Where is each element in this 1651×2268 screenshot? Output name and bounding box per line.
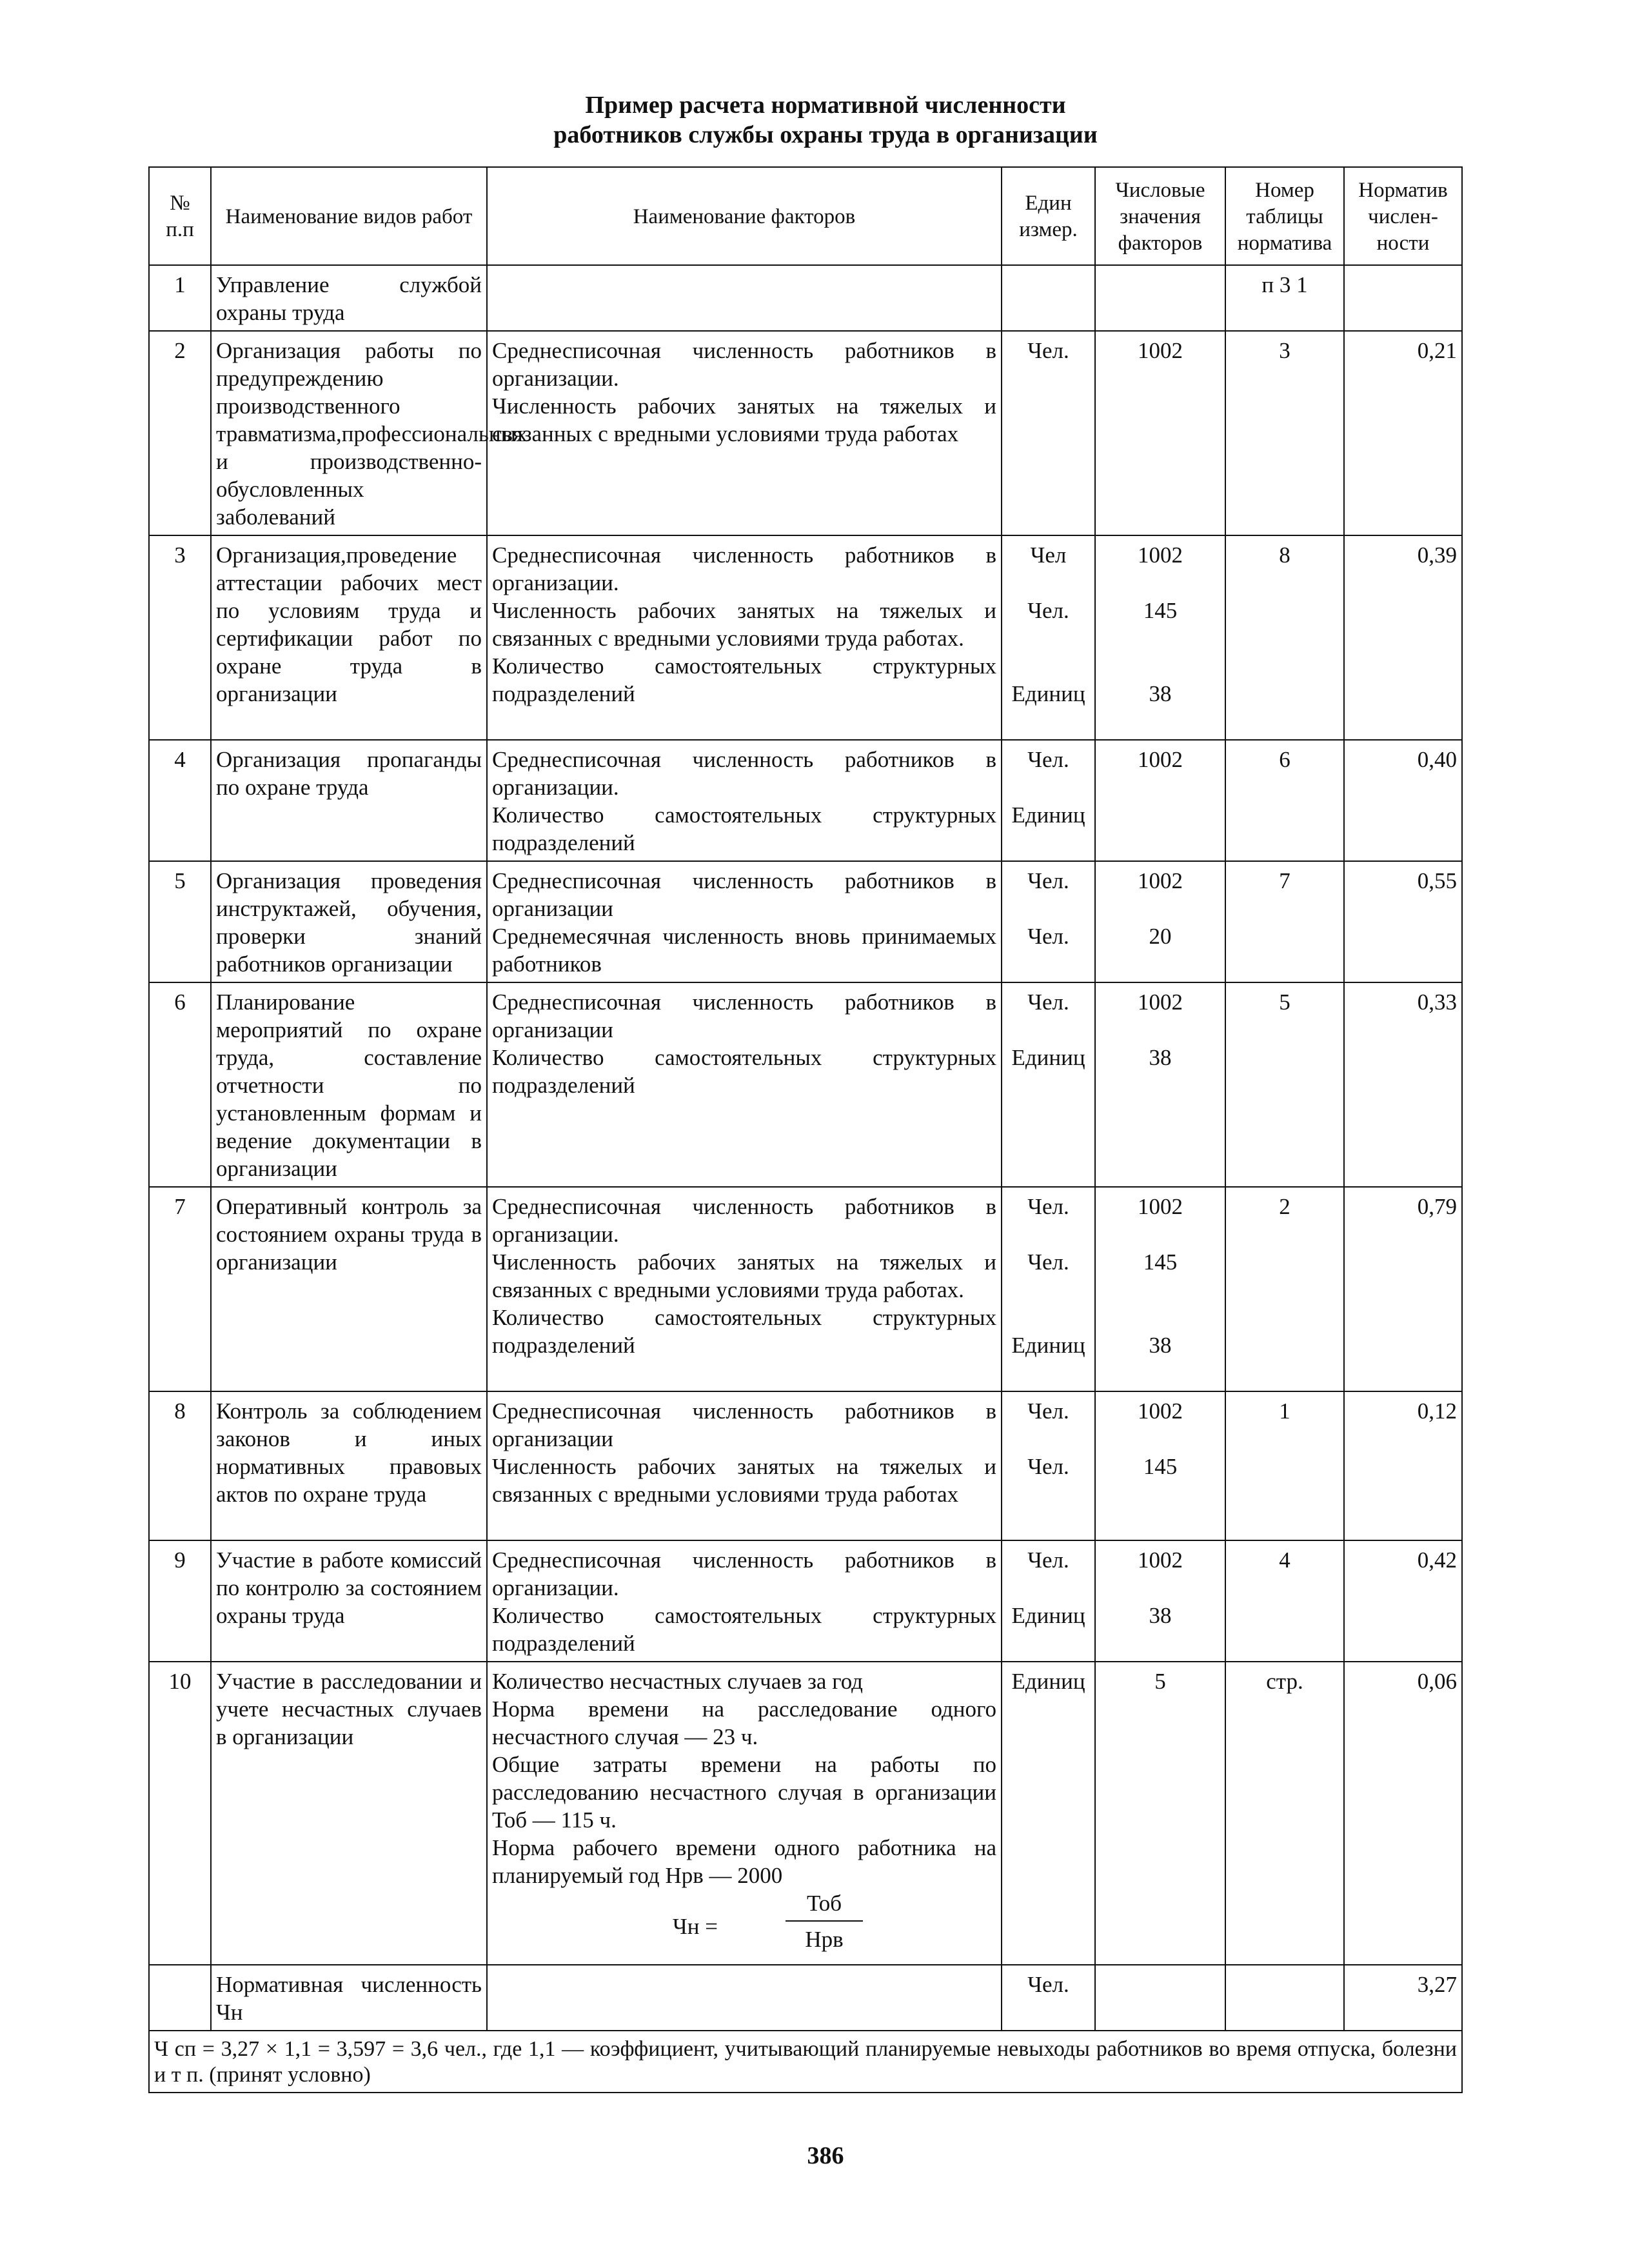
factor-value <box>1100 1695 1220 1751</box>
factor-value: 38 <box>1149 681 1172 706</box>
factor-value: 38 <box>1149 1603 1172 1628</box>
work-name: Организация,проведение аттестации рабочих мест по условиям труда и сертификации работ по охране труда в организации <box>211 535 487 740</box>
factor-unit: Чел. <box>1027 1454 1069 1479</box>
factors-cell <box>487 331 1002 535</box>
norm-table-number: 5 <box>1225 982 1344 1187</box>
table-row <box>149 861 1462 982</box>
formula-denominator: Нрв <box>805 1927 844 1952</box>
total-table <box>1225 1965 1344 2031</box>
factor-text: Численность рабочих занятых на тяжелых и связанных с вредными условиями труда работах. <box>492 598 996 651</box>
factor-unit <box>1007 1834 1090 1889</box>
factor-unit: Единиц <box>1011 802 1085 828</box>
norm-value: 0,79 <box>1344 1187 1462 1391</box>
unit-cell <box>1002 1662 1095 1965</box>
factor-unit: Единиц <box>1011 1669 1085 1694</box>
table-row <box>149 1391 1462 1540</box>
norm-value: 0,21 <box>1344 331 1462 535</box>
value-cell <box>1095 740 1225 861</box>
row-number: 4 <box>149 740 211 861</box>
norm-table-number: 2 <box>1225 1187 1344 1391</box>
value-cell <box>1095 1391 1225 1540</box>
factors-cell <box>487 265 1002 331</box>
factor-text: Среднесписочная численность работников в организации. <box>492 338 996 391</box>
work-name: Организация проведения инструктажей, обучения, проверки знаний работников организации <box>211 861 487 982</box>
row-number: 10 <box>149 1662 211 1965</box>
header-unit: Един измер. <box>1002 167 1095 265</box>
factors-cell <box>487 740 1002 861</box>
norm-value: 0,39 <box>1344 535 1462 740</box>
row-number: 2 <box>149 331 211 535</box>
table-row <box>149 1540 1462 1662</box>
norm-value: 0,40 <box>1344 740 1462 861</box>
unit-cell <box>1002 740 1095 861</box>
factor-value: 38 <box>1149 1333 1172 1358</box>
factor-text: Норма времени на расследование одного несчастного случая — 23 ч. <box>492 1696 996 1749</box>
factor-unit <box>1007 1695 1090 1751</box>
factor-text: Количество самостоятельных структурных подразделений <box>492 653 996 706</box>
factor-value: 1002 <box>1138 990 1183 1015</box>
factor-value: 5 <box>1154 1669 1166 1694</box>
factor-unit: Чел. <box>1027 747 1069 772</box>
factor-text: Среднесписочная численность работников в организации <box>492 1398 996 1451</box>
factor-text: Количество самостоятельных структурных подразделений <box>492 1603 996 1656</box>
factor-value: 1002 <box>1138 868 1183 893</box>
factor-unit: Чел. <box>1027 1249 1069 1275</box>
factor-unit: Чел. <box>1027 868 1069 893</box>
header-factors: Наименование факторов <box>487 167 1002 265</box>
title-line-1: Пример расчета нормативной численности <box>585 92 1066 119</box>
work-name: Оперативный контроль за состоянием охраны труда в организации <box>211 1187 487 1391</box>
unit-cell <box>1002 861 1095 982</box>
total-factors <box>487 1965 1002 2031</box>
work-name: Организация пропаганды по охране труда <box>211 740 487 861</box>
factor-text: Количество несчастных случаев за год <box>492 1669 863 1694</box>
factor-text: Количество самостоятельных структурных подразделений <box>492 802 996 855</box>
work-name: Управление службой охраны труда <box>211 265 487 331</box>
table-row <box>149 331 1462 535</box>
norm-value: 0,33 <box>1344 982 1462 1187</box>
norm-value: 0,06 <box>1344 1662 1462 1965</box>
factors-cell <box>487 982 1002 1187</box>
norm-table-number: 8 <box>1225 535 1344 740</box>
value-cell <box>1095 982 1225 1187</box>
total-num <box>149 1965 211 2031</box>
factor-unit: Единиц <box>1011 1045 1085 1070</box>
factor-text: Среднесписочная численность работников в организации <box>492 868 996 921</box>
factor-value: 1002 <box>1138 1194 1183 1219</box>
norm-value: 0,42 <box>1344 1540 1462 1662</box>
work-name: Планирование мероприятий по охране труда, составление отчетности по установленным формам и ведение документации в организации <box>211 982 487 1187</box>
norm-value <box>1344 265 1462 331</box>
row-number: 9 <box>149 1540 211 1662</box>
factor-unit: Чел. <box>1027 1194 1069 1219</box>
row-number: 1 <box>149 265 211 331</box>
norm-table-number: 7 <box>1225 861 1344 982</box>
factor-value <box>1100 801 1220 857</box>
factors-cell <box>487 1187 1002 1391</box>
factors-cell <box>487 1540 1002 1662</box>
table-header-row <box>149 167 1462 265</box>
value-cell <box>1095 861 1225 982</box>
header-table: Номер таблицы норматива <box>1225 167 1344 265</box>
table-body <box>149 265 1462 1965</box>
total-row <box>149 1965 1462 2031</box>
formula-lhs: Чн = <box>673 1914 718 1939</box>
value-cell <box>1095 1540 1225 1662</box>
factor-unit: Единиц <box>1011 1333 1085 1358</box>
factor-value <box>1100 392 1220 475</box>
work-name: Участие в расследовании и учете несчастных случаев в организации <box>211 1662 487 1965</box>
page-number: 386 <box>807 2142 844 2169</box>
unit-cell <box>1002 1540 1095 1662</box>
factor-unit: Единиц <box>1011 1603 1085 1628</box>
title-line-2: работников службы охраны труда в организации <box>553 121 1098 148</box>
factors-cell <box>487 535 1002 740</box>
unit-cell <box>1002 265 1095 331</box>
factor-text: Среднемесячная численность вновь принимаемых работников <box>492 924 996 977</box>
header-values: Числовые значения факторов <box>1095 167 1225 265</box>
factor-value: 1002 <box>1138 1398 1183 1424</box>
work-name: Контроль за соблюдением законов и иных нормативных правовых актов по охране труда <box>211 1391 487 1540</box>
factor-value <box>1100 1751 1220 1834</box>
factor-unit: Чел. <box>1027 990 1069 1015</box>
factor-text: Численность рабочих занятых на тяжелых и связанных с вредными условиями труда работах <box>492 393 996 446</box>
header-norm: Норматив числен-ности <box>1344 167 1462 265</box>
header-num: № п.п <box>149 167 211 265</box>
factor-value: 20 <box>1149 924 1172 949</box>
factor-unit: Единиц <box>1011 681 1085 706</box>
factor-value: 1002 <box>1138 1547 1183 1573</box>
unit-cell <box>1002 535 1095 740</box>
formula-bar <box>786 1920 863 1922</box>
factor-value: 1002 <box>1138 542 1183 568</box>
row-number: 3 <box>149 535 211 740</box>
norm-formula <box>492 1889 996 1960</box>
table-row <box>149 1662 1462 1965</box>
footnote-row <box>149 2031 1462 2093</box>
factor-unit <box>1007 392 1090 475</box>
total-values <box>1095 1965 1225 2031</box>
norm-value: 0,55 <box>1344 861 1462 982</box>
table-row <box>149 982 1462 1187</box>
factor-unit: Чел. <box>1027 598 1069 623</box>
factors-cell <box>487 1662 1002 1965</box>
value-cell <box>1095 265 1225 331</box>
factor-text: Среднесписочная численность работников в организации. <box>492 747 996 800</box>
factor-unit: Чел. <box>1027 924 1069 949</box>
factor-text: Среднесписочная численность работников в организации. <box>492 542 996 595</box>
row-number: 6 <box>149 982 211 1187</box>
factor-value: 38 <box>1149 1045 1172 1070</box>
unit-cell <box>1002 331 1095 535</box>
value-cell <box>1095 535 1225 740</box>
factor-unit: Чел. <box>1027 338 1069 363</box>
norm-table-number: стр. <box>1225 1662 1344 1965</box>
staffing-norm-table <box>148 166 1463 2093</box>
footnote: Ч сп = 3,27 × 1,1 = 3,597 = 3,6 чел., где 1,1 — коэффициент, учитывающий планируемые невыходы работников во время отпуска, болезни и т п. (принят условно) <box>149 2031 1462 2093</box>
row-number: 8 <box>149 1391 211 1540</box>
value-cell <box>1095 1662 1225 1965</box>
factor-value <box>1100 1834 1220 1889</box>
page-title <box>0 90 1651 150</box>
row-number: 5 <box>149 861 211 982</box>
value-cell <box>1095 1187 1225 1391</box>
factor-value: 145 <box>1143 598 1178 623</box>
factor-unit: Чел <box>1030 542 1067 568</box>
factor-text: Количество самостоятельных структурных подразделений <box>492 1045 996 1098</box>
factors-cell <box>487 1391 1002 1540</box>
total-unit: Чел. <box>1002 1965 1095 2031</box>
factor-unit <box>1007 1751 1090 1834</box>
norm-value: 0,12 <box>1344 1391 1462 1540</box>
factor-text: Численность рабочих занятых на тяжелых и связанных с вредными условиями труда работах <box>492 1454 996 1507</box>
unit-cell <box>1002 982 1095 1187</box>
work-name: Участие в работе комиссий по контролю за состоянием охраны труда <box>211 1540 487 1662</box>
norm-table-number: 6 <box>1225 740 1344 861</box>
norm-table-number: п 3 1 <box>1225 265 1344 331</box>
factor-value: 145 <box>1143 1249 1178 1275</box>
unit-cell <box>1002 1391 1095 1540</box>
factor-text: Среднесписочная численность работников в организации. <box>492 1547 996 1600</box>
factor-value: 145 <box>1143 1454 1178 1479</box>
table-row <box>149 740 1462 861</box>
formula-numerator: Тоб <box>806 1891 842 1916</box>
factor-value: 1002 <box>1138 747 1183 772</box>
norm-table-number: 1 <box>1225 1391 1344 1540</box>
row-number: 7 <box>149 1187 211 1391</box>
unit-cell <box>1002 1187 1095 1391</box>
value-cell <box>1095 331 1225 535</box>
factor-value: 1002 <box>1138 338 1183 363</box>
factor-text: Среднесписочная численность работников в организации <box>492 990 996 1042</box>
factor-text: Численность рабочих занятых на тяжелых и связанных с вредными условиями труда работах. <box>492 1249 996 1302</box>
factor-text: Общие затраты времени на работы по расследованию несчастного случая в организации Тоб — 115 ч. <box>492 1752 996 1833</box>
norm-table-number: 4 <box>1225 1540 1344 1662</box>
factor-text: Норма рабочего времени одного работника на планируемый год Нрв — 2000 <box>492 1835 996 1888</box>
total-label: Нормативная численность Чн <box>211 1965 487 2031</box>
factor-unit: Чел. <box>1027 1547 1069 1573</box>
total-norm: 3,27 <box>1344 1965 1462 2031</box>
table-row <box>149 535 1462 740</box>
factor-text: Количество самостоятельных структурных подразделений <box>492 1305 996 1358</box>
table-row <box>149 1187 1462 1391</box>
norm-table-number: 3 <box>1225 331 1344 535</box>
table-row <box>149 265 1462 331</box>
factors-cell <box>487 861 1002 982</box>
header-work: Наименование видов работ <box>211 167 487 265</box>
factor-unit: Чел. <box>1027 1398 1069 1424</box>
work-name: Организация работы по предупреждению производственного травматизма,профессиональных и производственно-обусловленных заболеваний <box>211 331 487 535</box>
factor-text: Среднесписочная численность работников в организации. <box>492 1194 996 1247</box>
